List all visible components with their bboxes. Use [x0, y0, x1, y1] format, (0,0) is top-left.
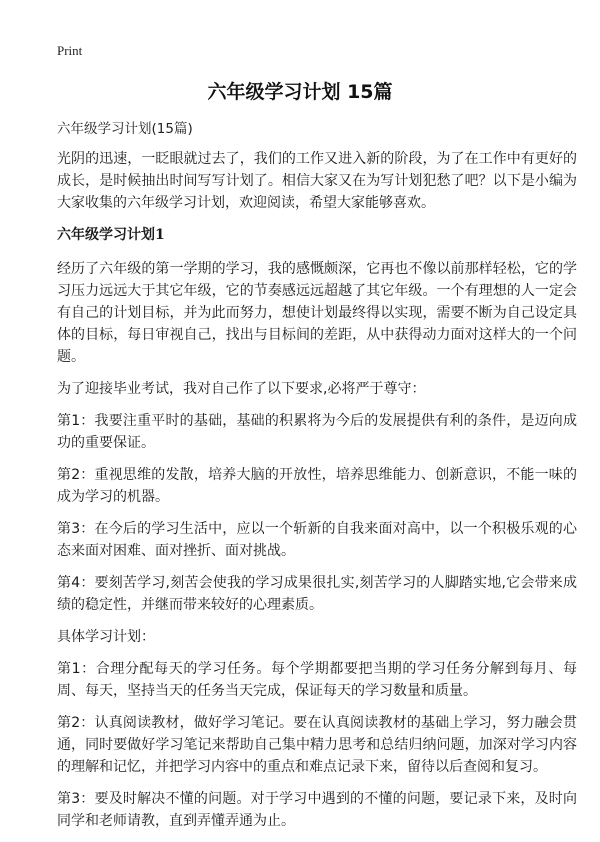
document-subtitle: 六年级学习计划(15篇): [57, 121, 193, 137]
body-paragraph: 第2：认真阅读教材，做好学习笔记。要在认真阅读教材的基础上学习，努力融会贯通，同时要做好学习笔记来帮助自己集中精力思考和总结归纳问题，加深对学习内容的理解和记忆，并把学习内容中的重点和难点记录下来，留待以后查阅和复习。: [57, 715, 577, 775]
body-paragraph: 第3：在今后的学习生活中，应以一个斩新的自我来面对高中，以一个积极乐观的心态来面对困难、面对挫折、面对挑战。: [57, 521, 577, 559]
section-heading: 六年级学习计划1: [57, 227, 165, 243]
page-title: 六年级学习计划 15篇: [207, 81, 393, 103]
body-paragraph: 第1：合理分配每天的学习任务。每个学期都要把当期的学习任务分解到每月、每周、每天，坚持当天的任务当天完成，保证每天的学习数量和质量。: [57, 661, 577, 699]
intro-paragraph: 光阴的迅速，一眨眼就过去了，我们的工作又进入新的阶段，为了在工作中有更好的成长，是时候抽出时间写写计划了。相信大家又在为写计划犯愁了吧？以下是小编为大家收集的六年级学习计划，欢迎阅读，希望大家能够喜欢。: [57, 151, 577, 211]
print-link[interactable]: Print: [57, 43, 83, 58]
body-paragraph: 第3：要及时解决不懂的问题。对于学习中遇到的不懂的问题，要记录下来，及时向同学和老师请教，直到弄懂弄通为止。: [57, 791, 577, 829]
body-paragraph: 具体学习计划：: [57, 629, 155, 645]
body-paragraph: 经历了六年级的第一学期的学习，我的感慨颇深，它再也不像以前那样轻松，它的学习压力远远大于其它年级，它的节奏感远远超越了其它年级。一个有理想的人一定会有自己的计划目标，并为此而努力，想使计划最终得以实现，需要不断为自己设定具体的目标，每日审视自己，找出与目标间的差距，从中获得动力面对这样大的一个问题。: [57, 261, 577, 365]
body-paragraph: 为了迎接毕业考试，我对自己作了以下要求,必将严于尊守：: [57, 381, 426, 397]
body-paragraph: 第1：我要注重平时的基础，基础的积累将为今后的发展提供有利的条件，是迈向成功的重要保证。: [57, 413, 577, 451]
body-paragraph: 第4：要刻苦学习,刻苦会使我的学习成果很扎实,刻苦学习的人脚踏实地,它会带来成绩的稳定性，并继而带来较好的心理素质。: [57, 575, 577, 613]
article-body: [57, 148, 577, 842]
body-paragraph: 第2：重视思维的发散，培养大脑的开放性，培养思维能力、创新意识，不能一味的成为学习的机器。: [57, 467, 577, 505]
